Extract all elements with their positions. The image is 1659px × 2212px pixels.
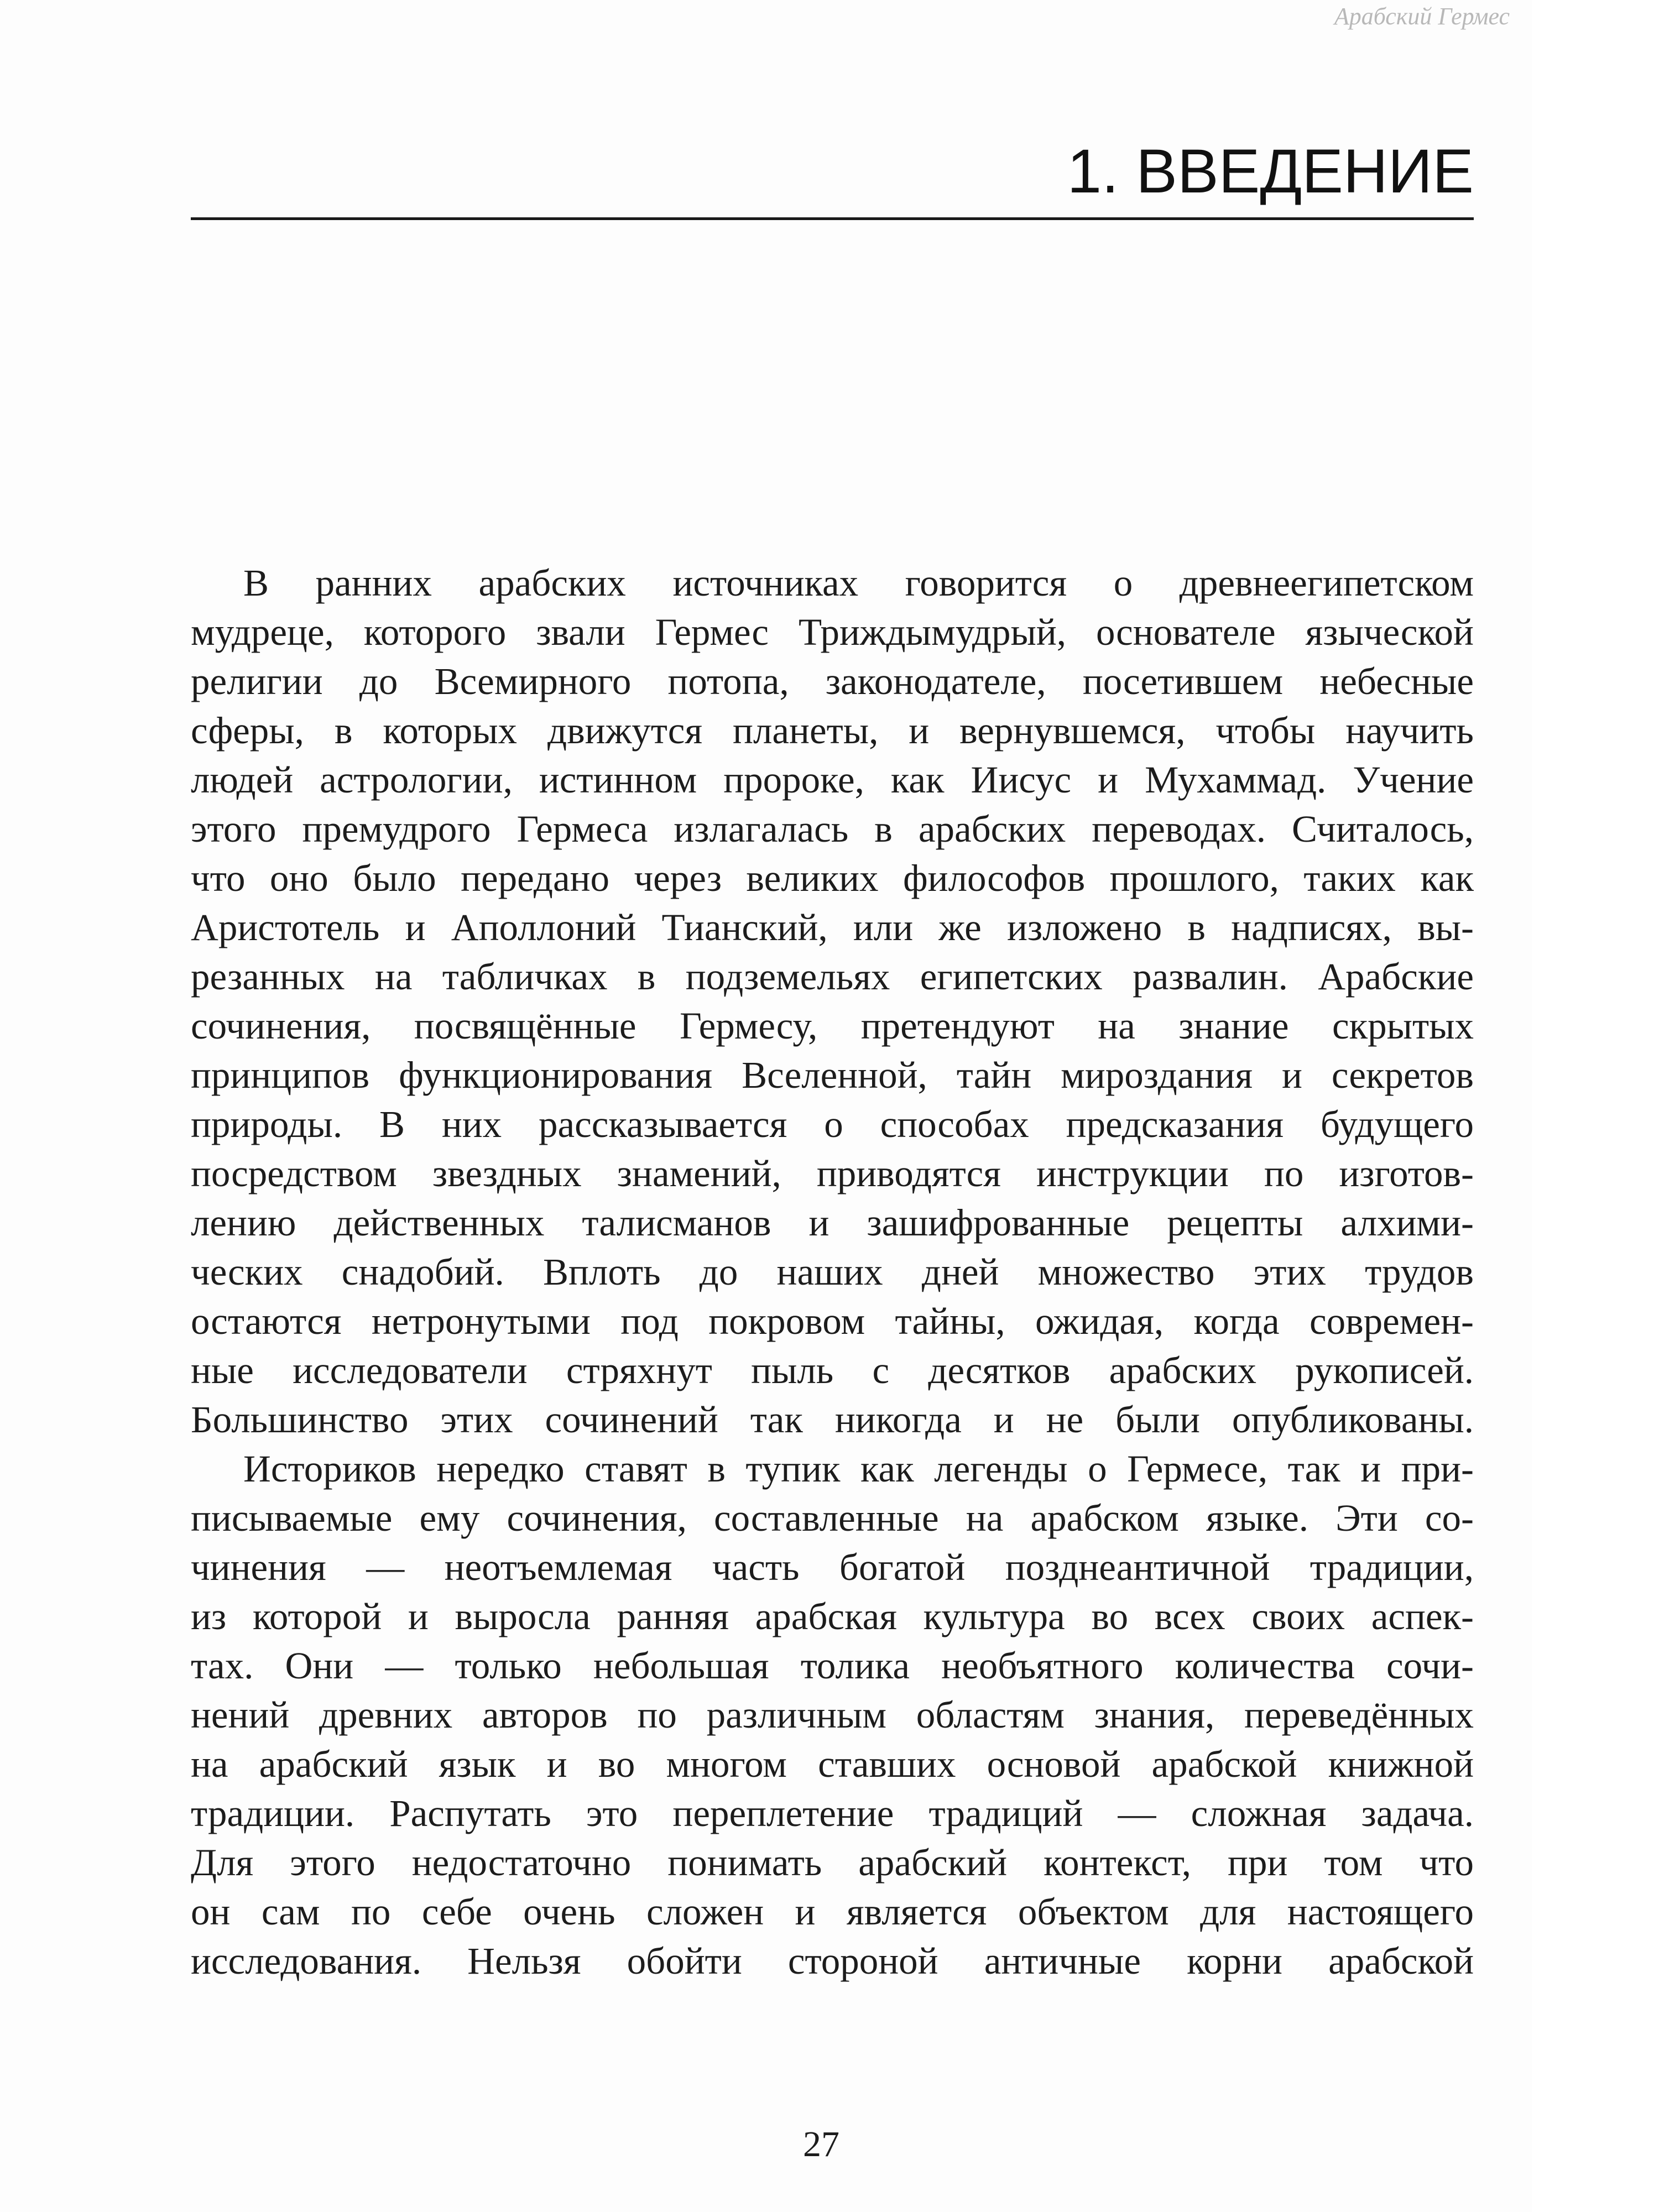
text-line: сочинения, посвящённые Гермесу, претендуют на знание скрытых xyxy=(191,1005,1474,1047)
text-line: чинения — неотъемлемая часть богатой позднеантичной традиции, xyxy=(191,1546,1474,1588)
text-line: Для этого недостаточно понимать арабский контекст, при том что xyxy=(191,1841,1474,1884)
text-line: нений древних авторов по различным областям знания, переведённых xyxy=(191,1694,1474,1736)
chapter-title: 1. ВВЕДЕНИЕ xyxy=(1067,137,1474,206)
text-line: мудреце, которого звали Гермес Триждымудрый, основателе языческой xyxy=(191,611,1474,653)
text-line: из которой и выросла ранняя арабская культура во всех своих аспек- xyxy=(191,1595,1474,1637)
text-line: тах. Они — только небольшая толика необъятного количества сочи- xyxy=(191,1645,1474,1687)
text-line: резанных на табличках в подземельях египетских развалин. Арабские xyxy=(191,956,1474,998)
text-line: остаются нетронутыми под покровом тайны, ожидая, когда современ- xyxy=(191,1300,1474,1342)
text-line: В ранних арабских источниках говорится о древнеегипетском xyxy=(243,562,1474,604)
text-line: религии до Всемирного потопа, законодателе, посетившем небесные xyxy=(191,660,1474,702)
text-line: Историков нередко ставят в тупик как легенды о Гермесе, так и при- xyxy=(243,1448,1474,1490)
page-margin xyxy=(1532,0,1659,2212)
text-line: что оно было передано через великих философов прошлого, таких как xyxy=(191,857,1474,899)
text-line: этого премудрого Гермеса излагалась в арабских переводах. Считалось, xyxy=(191,808,1474,850)
paragraph-1 xyxy=(191,559,1474,1444)
text-line: сферы, в которых движутся планеты, и вернувшемся, чтобы научить xyxy=(191,709,1474,752)
text-line: людей астрологии, истинном пророке, как Иисус и Мухаммад. Учение xyxy=(191,759,1474,801)
text-line: принципов функционирования Вселенной, тайн мироздания и секретов xyxy=(191,1054,1474,1096)
text-line: природы. В них рассказывается о способах предсказания будущего xyxy=(191,1103,1474,1145)
text-line: Аристотель и Аполлоний Тианский, или же изложено в надписях, вы- xyxy=(191,906,1474,948)
text-line: ческих снадобий. Вплоть до наших дней множество этих трудов xyxy=(191,1251,1474,1293)
text-line: посредством звездных знамений, приводятся инструкции по изготов- xyxy=(191,1152,1474,1194)
paragraph-2 xyxy=(191,1444,1474,1986)
title-rule xyxy=(191,217,1474,220)
text-line: лению действенных талисманов и зашифрованные рецепты алхими- xyxy=(191,1202,1474,1244)
text-line: на арабский язык и во многом ставших основой арабской книжной xyxy=(191,1743,1474,1785)
text-line: ные исследователи стряхнут пыль с десятков арабских рукописей. xyxy=(191,1349,1474,1391)
running-head: Арабский Гермес xyxy=(1334,3,1510,30)
body-text xyxy=(191,559,1474,1986)
text-line: исследования. Нельзя обойти стороной античные корни арабской xyxy=(191,1940,1474,1982)
text-line: Большинство этих сочинений так никогда и не были опубликованы. xyxy=(191,1399,1474,1441)
page-number: 27 xyxy=(803,2124,839,2164)
text-line: писываемые ему сочинения, составленные на арабском языке. Эти со- xyxy=(191,1497,1474,1539)
text-line: он сам по себе очень сложен и является объектом для настоящего xyxy=(191,1891,1474,1933)
text-line: традиции. Распутать это переплетение традиций — сложная задача. xyxy=(191,1792,1474,1834)
